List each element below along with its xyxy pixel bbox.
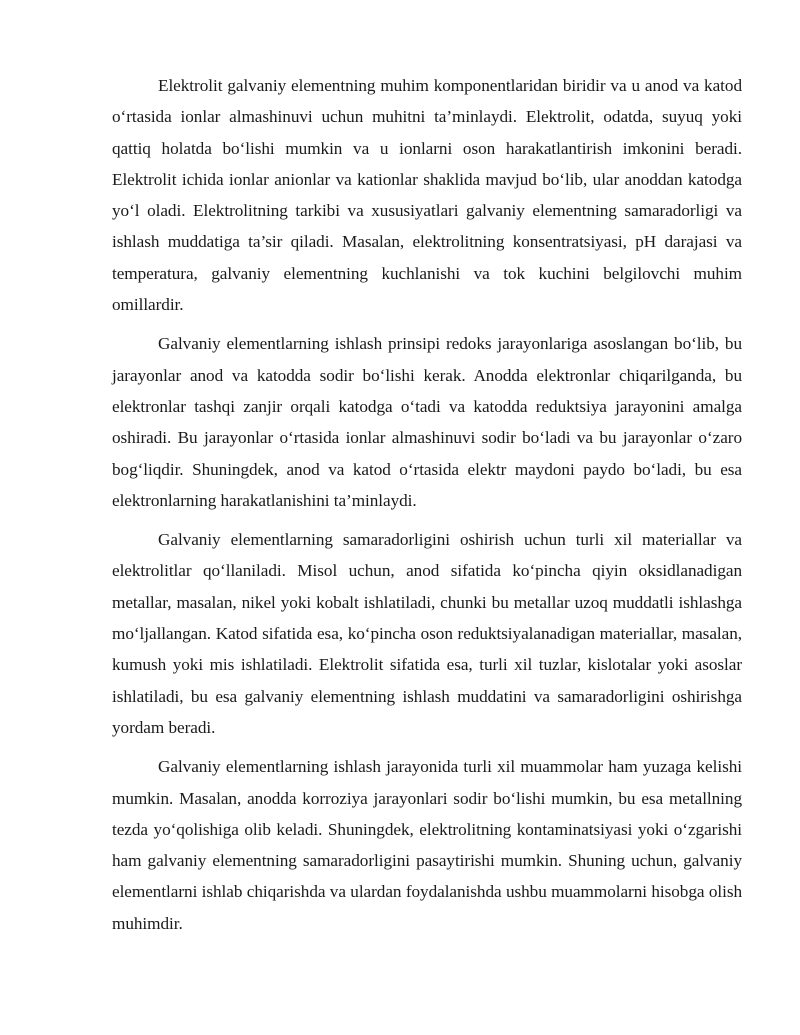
paragraph-problems: Galvaniy elementlarning ishlash jarayonida turli xil muammolar ham yuzaga kelishi mumkin. Masalan, anodda korroziya jarayonlari sodir bo‘lishi mumkin, bu esa metallning tezda yo‘qolishiga olib keladi. Shuningdek, elektrolitning kontaminatsiyasi yoki o‘zgarishi ham galvaniy elementning samaradorligini pasaytirishi mumkin. Shuning uchun, galvaniy elementlarni ishlab chiqarishda va ulardan foydalanishda ushbu muammolarni hisobga olish muhimdir. xyxy=(112,757,742,933)
paragraph-electrolyte: Elektrolit galvaniy elementning muhim komponentlaridan biridir va u anod va katod o‘rtasida ionlar almashinuvi uchun muhitni ta’minlaydi. Elektrolit, odatda, suyuq yoki qattiq holatda bo‘lishi mumkin va u ionlarni oson harakatlantirish imkonini beradi. Elektrolit ichida ionlar anionlar va kationlar shaklida mavjud bo‘lib, ular anoddan katodga yo‘l oladi. Elektrolitning tarkibi va xususiyatlari galvaniy elementning samaradorligi va ishlash muddatiga ta’sir qiladi. Masalan, elektrolitning konsentratsiyasi, pH darajasi va temperatura, galvaniy elementning kuchlanishi va tok kuchini belgilovchi muhim omillardir. xyxy=(112,76,742,315)
paragraph-working-principle: Galvaniy elementlarning ishlash prinsipi redoks jarayonlariga asoslangan bo‘lib, bu jarayonlar anod va katodda sodir bo‘lishi kerak. Anodda elektronlar chiqarilganda, bu elektronlar tashqi zanjir orqali katodga o‘tadi va katodda reduktsiya jarayonini amalga oshiradi. Bu jarayonlar o‘rtasida ionlar almashinuvi sodir bo‘ladi va bu jarayonlar o‘zaro bog‘liqdir. Shuningdek, anod va katod o‘rtasida elektr maydoni paydo bo‘ladi, bu esa elektronlarning harakatlanishini ta’minlaydi. xyxy=(112,334,742,510)
paragraph-efficiency-materials: Galvaniy elementlarning samaradorligini oshirish uchun turli xil materiallar va elektrolitlar qo‘llaniladi. Misol uchun, anod sifatida ko‘pincha qiyin oksidlanadigan metallar, masalan, nikel yoki kobalt ishlatiladi, chunki bu metallar uzoq muddatli ishlashga mo‘ljallangan. Katod sifatida esa, ko‘pincha oson reduktsiyalanadigan materiallar, masalan, kumush yoki mis ishlatiladi. Elektrolit sifatida esa, turli xil tuzlar, kislotalar yoki asoslar ishlatiladi, bu esa galvaniy elementning ishlash muddatini va samaradorligini oshirishga yordam beradi. xyxy=(112,530,742,737)
document-body xyxy=(112,70,742,947)
